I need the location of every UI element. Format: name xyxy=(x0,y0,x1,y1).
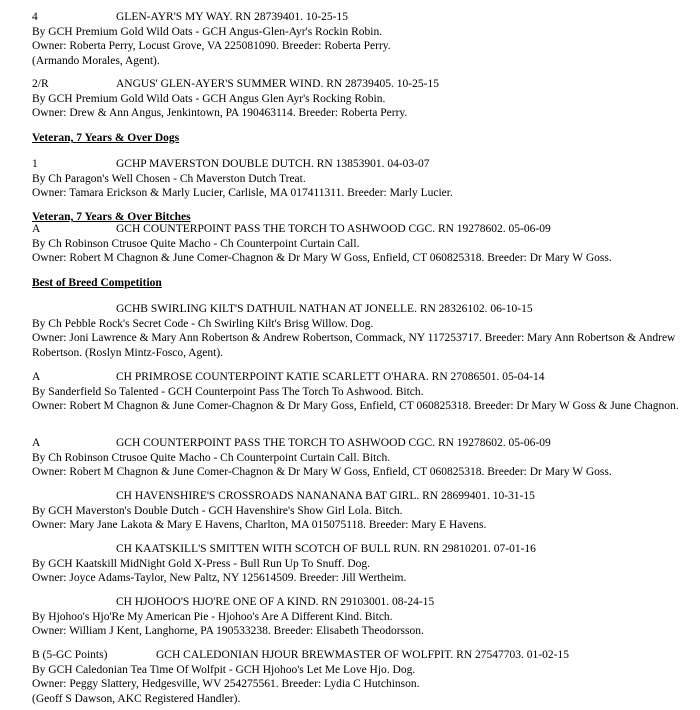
dog-title: GCH COUNTERPOINT PASS THE TORCH TO ASHWOOD CGC. RN 19278602. 05-06-09 xyxy=(116,223,551,235)
sire-dam: By Sanderfield So Talented - GCH Counterpoint Pass The Torch To Ashwood. Bitch. xyxy=(32,385,424,398)
section-veteran-dogs: Veteran, 7 Years & Over Dogs xyxy=(32,132,180,144)
dog-title: GCH CALEDONIAN HJOUR BREWMASTER OF WOLFPIT. RN 27547703. 01-02-15 xyxy=(156,649,569,661)
section-best-of-breed: Best of Breed Competition xyxy=(32,277,162,289)
placement: 1 xyxy=(32,158,38,170)
section-veteran-bitches: Veteran, 7 Years & Over Bitches xyxy=(32,211,191,223)
dog-title: ANGUS' GLEN-AYER'S SUMMER WIND. RN 28739405. 10-25-15 xyxy=(116,78,439,90)
owner-breeder: Owner: Robert M Chagnon & June Comer-Chagnon & Dr Mary W Goss, Enfield, CT 060825318. Breeder: Dr Mary W Goss. xyxy=(32,466,612,478)
entry-summer-wind xyxy=(32,77,682,121)
owner-breeder: Owner: Robert M Chagnon & June Comer-Chagnon & Dr Mary W Goss, Enfield, CT 060825318. Breeder: Dr Mary W Goss. xyxy=(32,252,612,264)
owner-breeder: Owner: Drew & Ann Angus, Jenkintown, PA 190463114. Breeder: Roberta Perry. xyxy=(32,107,408,119)
owner-breeder: Owner: Mary Jane Lakota & Mary E Havens, Charlton, MA 015075118. Breeder: Mary E Havens. xyxy=(32,519,487,531)
entry-header xyxy=(32,595,682,610)
entry-header xyxy=(32,436,682,451)
placement: 4 xyxy=(32,11,38,23)
agent: (Armando Morales, Agent). xyxy=(32,54,160,67)
owner-breeder: Owner: Tamara Erickson & Marly Lucier, Carlisle, MA 017411311. Breeder: Marly Lucier. xyxy=(32,187,453,199)
entry-header xyxy=(32,222,682,237)
owner-breeder: Owner: William J Kent, Langhorne, PA 190533238. Breeder: Elisabeth Theodorsson. xyxy=(32,625,424,637)
entry-kaatskill-smitten xyxy=(32,542,682,586)
sire-dam: By Ch Robinson Ctrusoe Quite Macho - Ch Counterpoint Curtain Call. xyxy=(32,237,360,250)
dog-title: CH KAATSKILL'S SMITTEN WITH SCOTCH OF BULL RUN. RN 29810201. 07-01-16 xyxy=(116,543,536,555)
entry-hjohoos-one-of-a-kind xyxy=(32,595,682,639)
entry-header xyxy=(32,157,682,172)
sire-dam: By GCH Premium Gold Wild Oats - GCH Angus Glen Ayr's Rocking Robin. xyxy=(32,92,386,105)
dog-title: CH PRIMROSE COUNTERPOINT KATIE SCARLETT O'HARA. RN 27086501. 05-04-14 xyxy=(116,371,545,383)
agent: (Geoff S Dawson, AKC Registered Handler). xyxy=(32,692,241,705)
sire-dam: By Ch Paragon's Well Chosen - Ch Maverston Dutch Treat. xyxy=(32,172,306,185)
dog-title: GCHB SWIRLING KILT'S DATHUIL NATHAN AT JONELLE. RN 28326102. 06-10-15 xyxy=(116,303,533,315)
sire-dam: By GCH Kaatskill MidNight Gold X-Press - Bull Run Up To Snuff. Dog. xyxy=(32,557,371,570)
entry-swirling-kilts xyxy=(32,302,682,360)
owner-breeder: Owner: Joni Lawrence & Mary Ann Robertson & Andrew Robertson, Commack, NY 117253717. Breeder: Mary Ann Robertson & Andrew Robertson. (Roslyn Mintz-Fosco, Agent). xyxy=(32,332,676,359)
placement: A xyxy=(32,437,41,449)
entry-header xyxy=(32,10,682,25)
entry-maverston-double-dutch xyxy=(32,157,682,201)
entry-header xyxy=(32,542,682,557)
entry-header xyxy=(32,648,682,663)
placement: 2/R xyxy=(32,78,49,90)
entry-header xyxy=(32,77,682,92)
dog-title: GCHP MAVERSTON DOUBLE DUTCH. RN 13853901. 04-03-07 xyxy=(116,158,430,170)
dog-title: CH HAVENSHIRE'S CROSSROADS NANANANA BAT GIRL. RN 28699401. 10-31-15 xyxy=(116,490,535,502)
entry-caledonian-brewmaster xyxy=(32,648,682,706)
entry-primrose-counterpoint xyxy=(32,370,682,414)
owner-breeder: Owner: Roberta Perry, Locust Grove, VA 225081090. Breeder: Roberta Perry. xyxy=(32,40,391,52)
placement: B (5-GC Points) xyxy=(32,649,108,661)
sire-dam: By GCH Premium Gold Wild Oats - GCH Angus-Glen-Ayr's Rockin Robin. xyxy=(32,25,383,38)
owner-breeder: Owner: Peggy Slattery, Hedgesville, WV 254275561. Breeder: Lydia C Hutchinson. xyxy=(32,678,420,690)
dog-title: CH HJOHOO'S HJO'RE ONE OF A KIND. RN 29103001. 08-24-15 xyxy=(116,596,435,608)
entry-havenshire-bat-girl xyxy=(32,489,682,533)
entry-header xyxy=(32,370,682,385)
dog-title: GLEN-AYR'S MY WAY. RN 28739401. 10-25-15 xyxy=(116,11,348,23)
sire-dam: By GCH Maverston's Double Dutch - GCH Havenshire's Show Girl Lola. Bitch. xyxy=(32,504,403,517)
sire-dam: By Ch Pebble Rock's Secret Code - Ch Swirling Kilt's Brisg Willow. Dog. xyxy=(32,317,374,330)
placement: A xyxy=(32,223,41,235)
sire-dam: By Hjohoo's Hjo'Re My American Pie - Hjohoo's Are A Different Kind. Bitch. xyxy=(32,610,393,623)
dog-title: GCH COUNTERPOINT PASS THE TORCH TO ASHWOOD CGC. RN 19278602. 05-06-09 xyxy=(116,437,551,449)
owner-breeder: Owner: Joyce Adams-Taylor, New Paltz, NY 125614509. Breeder: Jill Wertheim. xyxy=(32,572,407,584)
sire-dam: By Ch Robinson Ctrusoe Quite Macho - Ch Counterpoint Curtain Call. Bitch. xyxy=(32,451,391,464)
owner-breeder: Owner: Robert M Chagnon & June Comer-Chagnon & Dr Mary Goss, Enfield, CT 060825318. Breeder: Dr Mary W Goss & June Chagnon. xyxy=(32,400,679,412)
sire-dam: By GCH Caledonian Tea Time Of Wolfpit - GCH Hjohoo's Let Me Love Hjo. Dog. xyxy=(32,663,416,676)
placement: A xyxy=(32,371,41,383)
entry-header xyxy=(32,302,682,317)
entry-pass-the-torch-bob xyxy=(32,436,682,480)
entry-glen-ayrs-my-way xyxy=(32,10,682,68)
entry-header xyxy=(32,489,682,504)
entry-pass-the-torch-veteran xyxy=(32,222,682,266)
